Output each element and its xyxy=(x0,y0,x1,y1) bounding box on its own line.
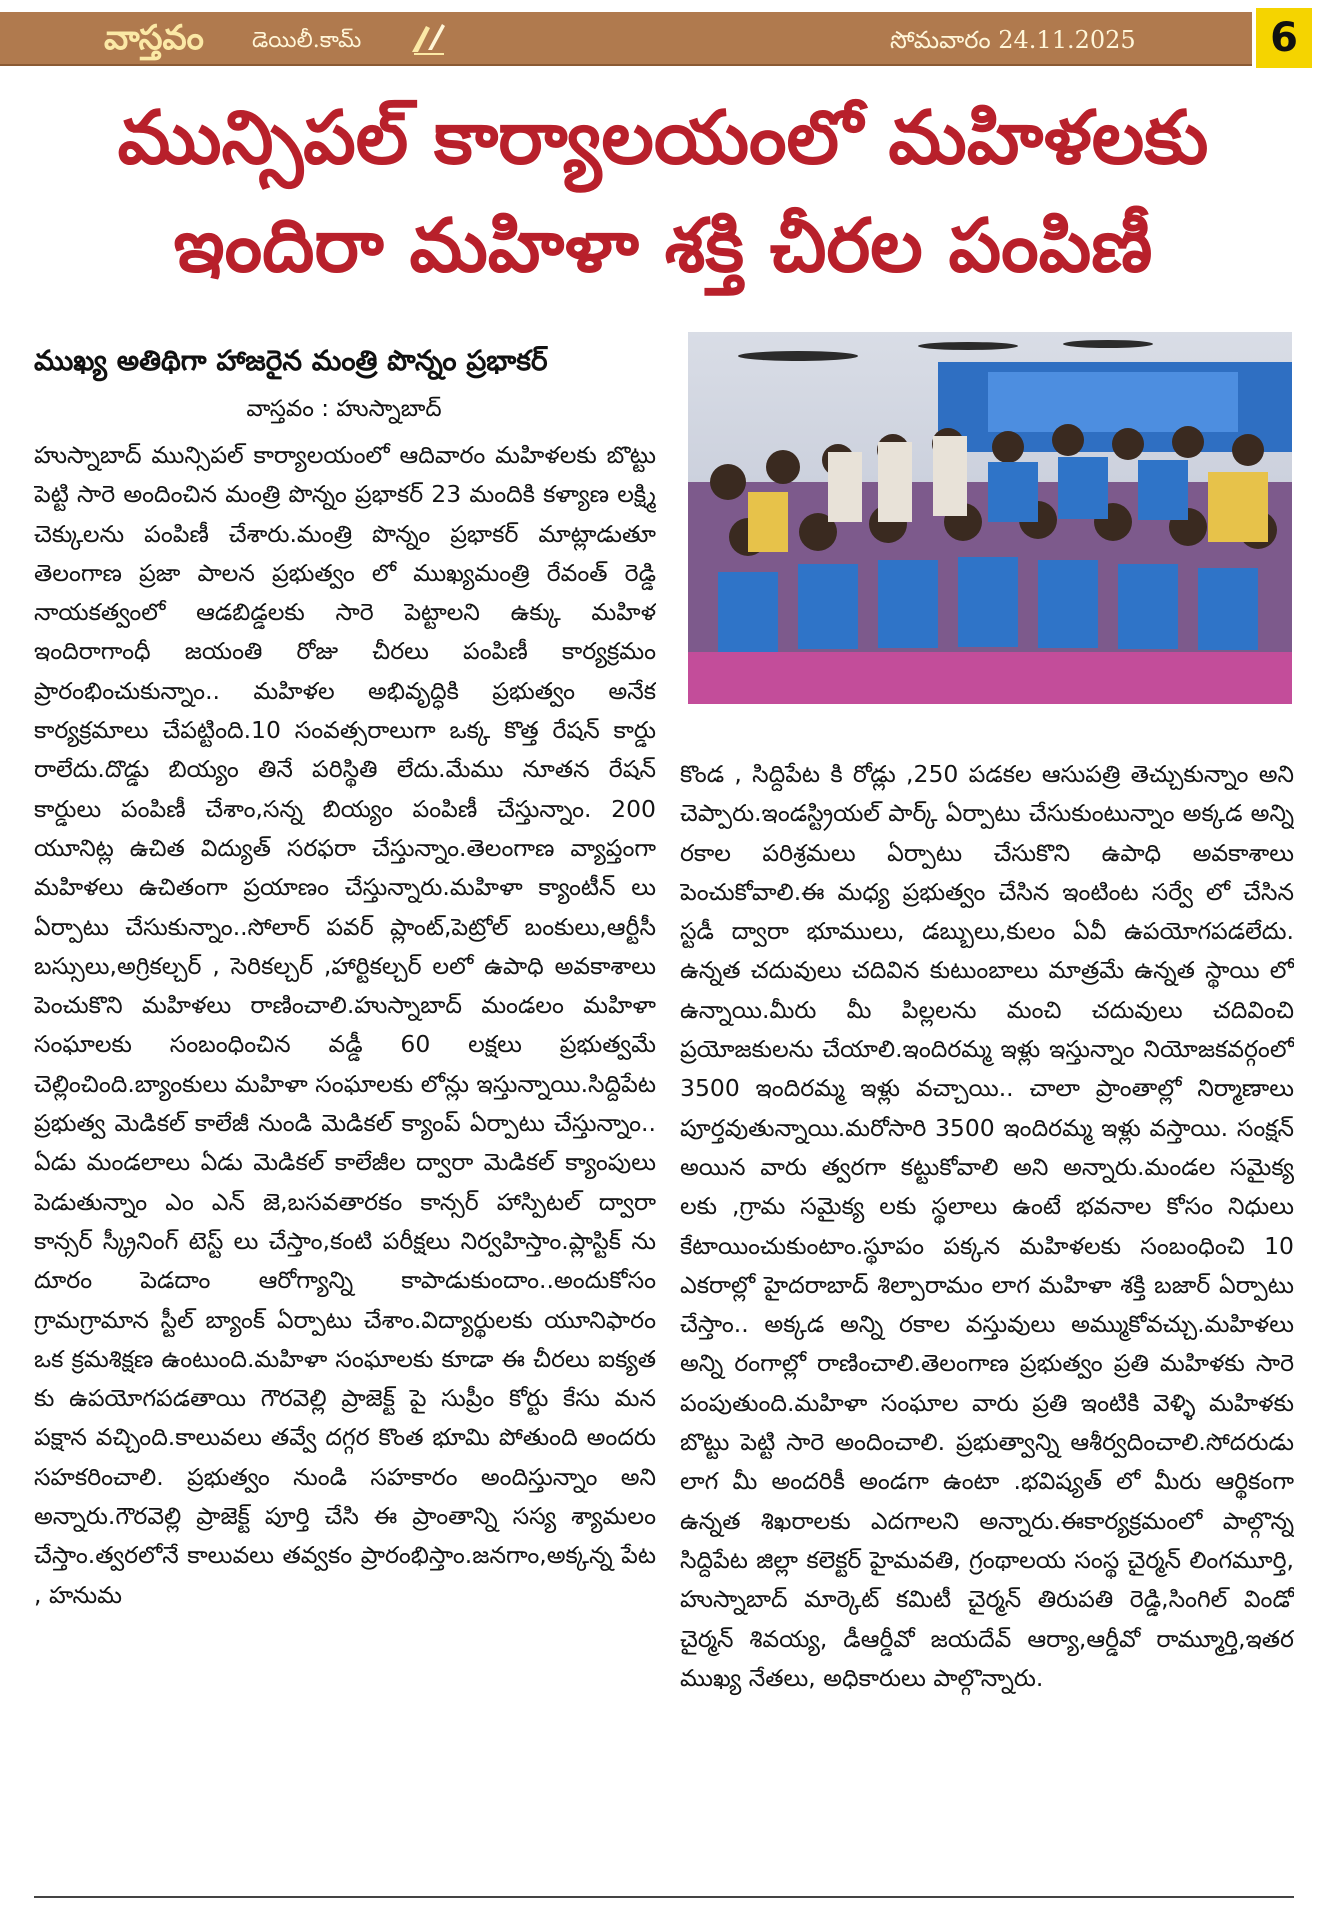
byline: వాస్తవం : హుస్నాబాద్ xyxy=(246,396,442,422)
news-photo-icon xyxy=(688,332,1292,704)
brand-subtitle: డెయిలీ.కామ్ xyxy=(252,28,362,53)
page-number: 6 xyxy=(1256,8,1312,68)
headline-line-2: ఇందిరా మహిళా శక్తి చీరల పంపిణీ xyxy=(173,203,1153,289)
news-photo xyxy=(688,332,1292,704)
article-body-right-column: కొండ , సిద్దిపేట కి రోడ్లు ,250 పడకల ఆసుపత్రి తెచ్చుకున్నాం అని చెప్పారు.ఇండస్ట్రియల్ పార్క్ ఏర్పాటు చేసుకుంటున్నాం అక్కడ అన్ని రకాల పరిశ్రమలు ఏర్పాటు చేసుకొని ఉపాధి అవకాశాలు పెంచుకోవాలి.ఈ మధ్య ప్రభుత్వం చేసిన ఇంటింట సర్వే లో చేసిన స్టడీ ద్వారా భూములు, డబ్బులు,కులం ఏవీ ఉపయోగపడలేదు. ఉన్నత చదువులు చదివిన కుటుంబాలు మాత్రమే ఉన్నత స్థాయి లో ఉన్నాయి.మీరు మీ పిల్లలను మంచి చదువులు చదివించి ప్రయోజకులను చేయాలి.ఇందిరమ్మ ఇళ్లు ఇస్తున్నాం నియోజకవర్గంలో 3500 ఇందిరమ్మ ఇళ్లు వచ్చాయి.. చాలా ప్రాంతాల్లో నిర్మాణాలు పూర్తవుతున్నాయి.మరోసారి 3500 ఇందిరమ్మ ఇళ్లు వస్తాయి. సంక్షన్ అయిన వారు త్వరగా కట్టుకోవాలి అని అన్నారు.మండల సమైక్య లకు ,గ్రామ సమైక్య లకు స్థలాలు ఉంటే భవనాల కోసం నిధులు కేటాయించుకుంటాం.స్థూపం పక్కన మహిళలకు సంబంధించి 10 ఎకరాల్లో హైదరాబాద్ శిల్పారామం లాగ మహిళా శక్తి బజార్ ఏర్పాటు చేస్తాం.. అక్కడ అన్ని రకాల వస్తువులు అమ్ముకోవచ్చు.మహిళలు అన్ని రంగాల్లో రాణించాలి.తెలంగాణ ప్రభుత్వం ప్రతి మహిళకు సారె పంపుతుంది.మహిళా సంఘాల వారు ప్రతి ఇంటికి వెళ్ళి మహిళకు బొట్టు పెట్టి సారె అందించాలి. ప్రభుత్వాన్ని ఆశీర్వదించాలి.సోదరుడు లాగ మీ అందరికీ అండగా ఉంటా .భవిష్యత్ లో మీరు ఆర్థికంగా ఉన్నత శిఖరాలకు ఎదగాలని అన్నారు.ఈకార్యక్రమంలో పాల్గొన్న సిద్దిపేట జిల్లా కలెక్టర్ హైమవతి, గ్రంథాలయ సంస్థ చైర్మన్ లింగమూర్తి, హుస్నాబాద్ మార్కెట్ కమిటీ చైర్మన్ తిరుపతి రెడ్డి,సింగిల్ విండో చైర్మన్ శివయ్య, డీఆర్డీవో జయదేవ్ ఆర్యా,ఆర్డీవో రామ్మూర్తి,ఇతర ముఖ్య నేతలు, అధికారులు పాల్గొన్నారు. xyxy=(680,760,1294,1692)
pen-nib-icon xyxy=(408,20,448,56)
masthead xyxy=(0,12,1252,66)
subheadline: ముఖ్య అతిథిగా హాజరైన మంత్రి పొన్నం ప్రభాకర్ xyxy=(34,344,548,377)
headline-line-1: మున్సిపల్ కార్యాలయంలో మహిళలకు xyxy=(117,95,1209,181)
issue-date: సోమవారం 24.11.2025 xyxy=(890,26,1136,54)
article-body-left-column: హుస్నాబాద్ మున్సిపల్ కార్యాలయంలో ఆదివారం మహిళలకు బొట్టు పెట్టి సారె అందించిన మంత్రి పొన్నం ప్రభాకర్ 23 మందికి కళ్యాణ లక్ష్మి చెక్కులను పంపిణీ చేశారు.మంత్రి పొన్నం ప్రభాకర్ మాట్లాడుతూ తెలంగాణ ప్రజా పాలన ప్రభుత్వం లో ముఖ్యమంత్రి రేవంత్ రెడ్డి నాయకత్వంలో ఆడబిడ్డలకు సారె పెట్టాలని ఉక్కు మహిళ ఇందిరాగాంధీ జయంతి రోజు చీరలు పంపిణీ కార్యక్రమం ప్రారంభించుకున్నాం.. మహిళల అభివృద్ధికి ప్రభుత్వం అనేక కార్యక్రమాలు చేపట్టింది.10 సంవత్సరాలుగా ఒక్క కొత్త రేషన్ కార్డు రాలేదు.దొడ్డు బియ్యం తినే పరిస్థితి లేదు.మేము నూతన రేషన్ కార్డులు పంపిణీ చేశాం,సన్న బియ్యం పంపిణీ చేస్తున్నాం. 200 యూనిట్ల ఉచిత విద్యుత్ సరఫరా చేస్తున్నాం.తెలంగాణ వ్యాప్తంగా మహిళలు ఉచితంగా ప్రయాణం చేస్తున్నారు.మహిళా క్యాంటీన్ లు ఏర్పాటు చేసుకున్నాం..సోలార్ పవర్ ప్లాంట్,పెట్రోల్ బంకులు,ఆర్టీసీ బస్సులు,అగ్రికల్చర్ , సెరికల్చర్ ,హార్టికల్చర్ లలో ఉపాధి అవకాశాలు పెంచుకొని మహిళలు రాణించాలి.హుస్నాబాద్ మండలం మహిళా సంఘాలకు సంబంధించిన వడ్డీ 60 లక్షలు ప్రభుత్వమే చెల్లించింది.బ్యాంకులు మహిళా సంఘాలకు లోన్లు ఇస్తున్నాయి.సిద్దిపేట ప్రభుత్వ మెడికల్ కాలేజీ నుండి మెడికల్ క్యాంప్ ఏర్పాటు చేస్తున్నాం.. ఏడు మండలాలు ఏడు మెడికల్ కాలేజీల ద్వారా మెడికల్ క్యాంపులు పెడుతున్నాం ఎం ఎన్ జె,బసవతారకం కాన్సర్ హాస్పిటల్ ద్వారా కాన్సర్ స్క్రీనింగ్ టెస్ట్ లు చేస్తాం,కంటి పరీక్షలు నిర్వహిస్తాం.ప్లాస్టిక్ ను దూరం పెడదాం ఆరోగ్యాన్ని కాపాడుకుందాం..అందుకోసం గ్రామగ్రామాన స్టీల్ బ్యాంక్ ఏర్పాటు చేశాం.విద్యార్థులకు యూనిఫారం ఒక క్రమశిక్షణ ఉంటుంది.మహిళా సంఘాలకు కూడా ఈ చీరలు ఐక్యత కు ఉపయోగపడతాయి గౌరవెల్లి ప్రాజెక్ట్ పై సుప్రీం కోర్టు కేసు మన పక్షాన వచ్చింది.కాలువలు తవ్వే దగ్గర కొంత భూమి పోతుంది అందరు సహకరించాలి. ప్రభుత్వం నుండి సహకారం అందిస్తున్నాం అని అన్నారు.గౌరవెల్లి ప్రాజెక్ట్ పూర్తి చేసి ఈ ప్రాంతాన్ని సస్య శ్యామలం చేస్తాం.త్వరలోనే కాలువలు తవ్వకం ప్రారంభిస్తాం.జనగాం,అక్కన్న పేట , హనుమ xyxy=(34,441,656,1609)
brand-logo: వాస్తవం xyxy=(104,18,204,58)
bottom-divider xyxy=(34,1896,1294,1898)
